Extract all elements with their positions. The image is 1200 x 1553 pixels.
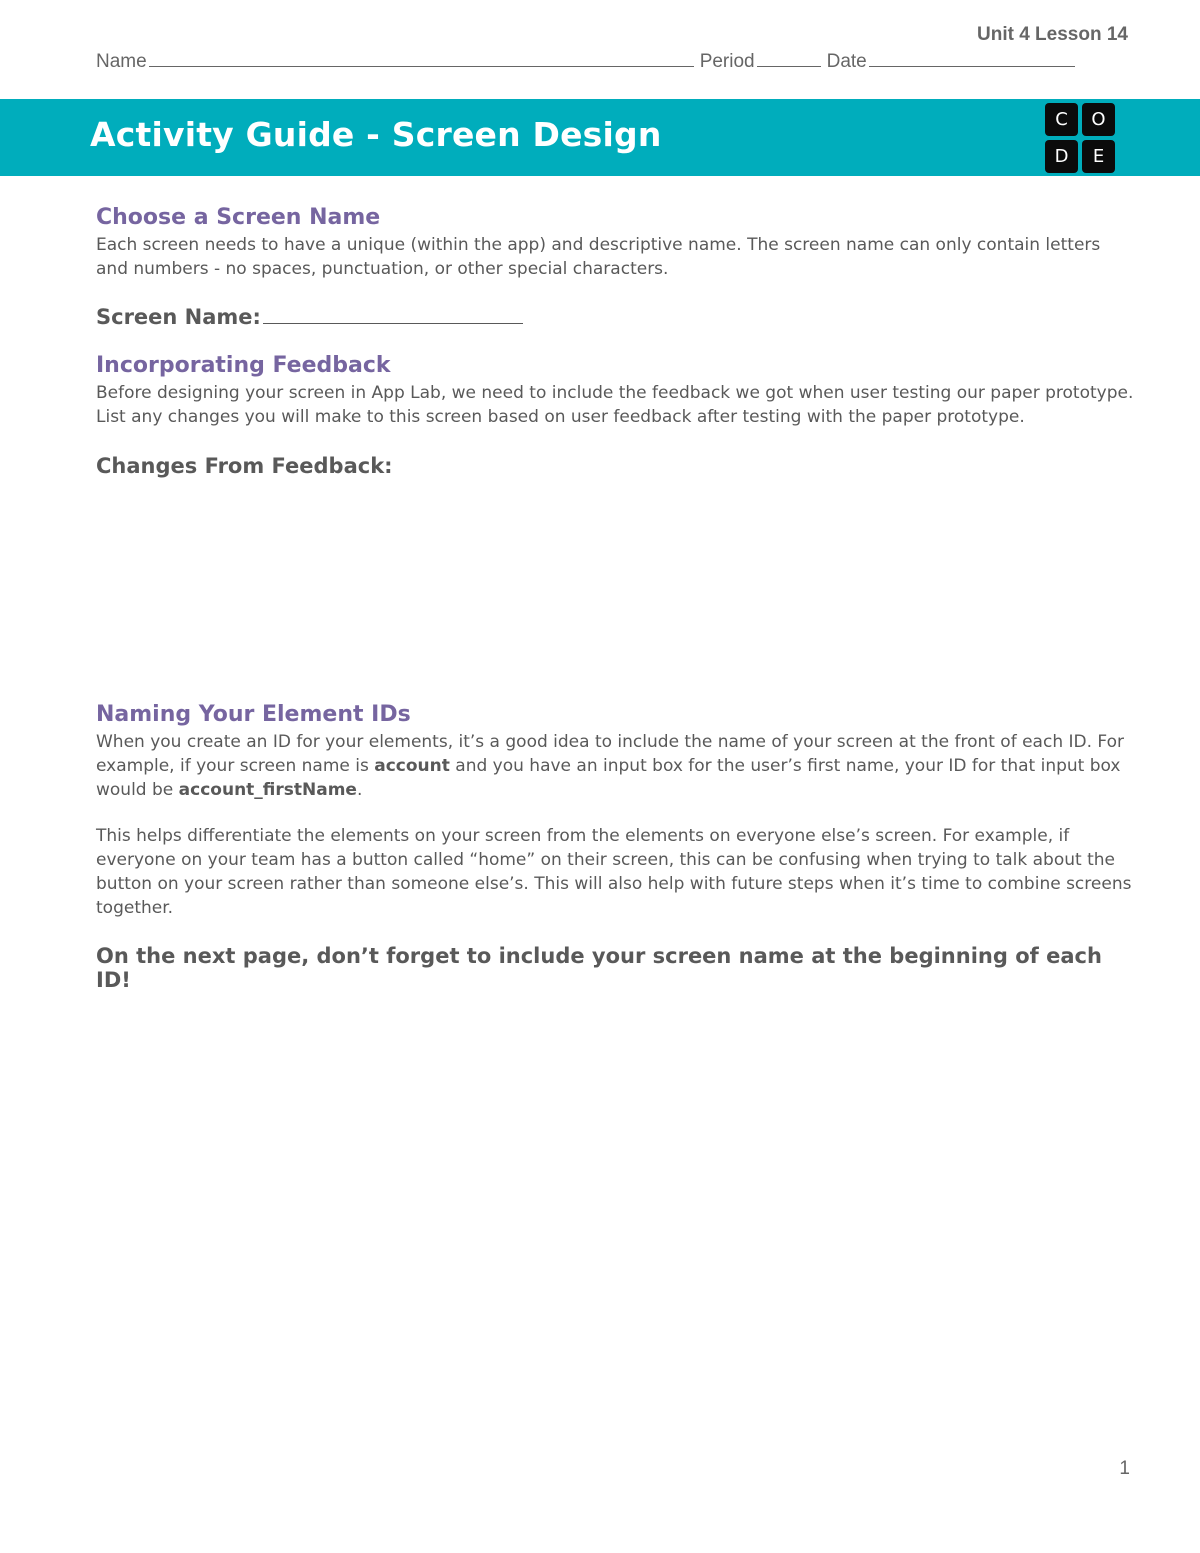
next-page-reminder: On the next page, don’t forget to include your screen name at the beginning of each ID! [96,944,1102,992]
choose-screen-name-text: Each screen needs to have a unique (within the app) and descriptive name. The screen name can only contain letters and numbers - no spaces, punctuation, or other special characters. [96,235,1101,279]
choose-screen-name-heading: Choose a Screen Name [96,205,381,230]
changes-from-feedback-label: Changes From Feedback: [96,454,393,478]
ids-text-part1: When you create an ID for your elements, it’s a good idea to include the name of your screen at the front of each ID. For example, if your screen name is [96,732,1124,776]
incorporating-feedback-text: Before designing your screen in App Lab, we need to include the feedback we got when user testing our paper prototype. List any changes you will make to this screen based on user feedback after testing with the paper prototype. [96,383,1134,427]
code-logo-icon [1045,103,1117,175]
logo-letter-d: D [1045,140,1078,173]
logo-letter-e: E [1082,140,1115,173]
incorporating-feedback-heading: Incorporating Feedback [96,353,391,378]
screen-name-blank[interactable] [263,305,523,324]
screen-name-field [96,305,1136,329]
example-element-id: account_firstName [178,780,357,800]
logo-letter-o: O [1082,103,1115,136]
period-blank[interactable] [757,48,821,67]
example-screen-name: account [374,756,450,776]
unit-lesson-label: Unit 4 Lesson 14 [977,24,1128,45]
date-blank[interactable] [869,48,1075,67]
ids-text-part2: and you have an input box for the user’s first name, your ID for that input box would be [96,756,1121,800]
ids-text-part3: . [356,780,363,800]
student-info-fields [96,48,1096,73]
page-number: 1 [1119,1458,1130,1479]
date-label: Date [826,51,867,72]
title-banner [0,99,1200,176]
screen-name-label: Screen Name: [96,305,261,329]
naming-element-ids-heading: Naming Your Element IDs [96,702,411,727]
document-body [96,203,1136,992]
naming-element-ids-text [96,730,1136,802]
name-label: Name [96,51,147,72]
logo-letter-c: C [1045,103,1078,136]
period-label: Period [699,51,755,72]
page-title: Activity Guide - Screen Design [90,115,662,154]
changes-from-feedback-area[interactable] [96,478,1136,700]
differentiate-elements-text: This helps differentiate the elements on your screen from the elements on everyone else’s screen. For example, if everyone on your team has a button called “home” on their screen, this can be confusing when trying to talk about the button on your screen rather than someone else’s. This will also help with future steps when it’s time to combine screens together. [96,826,1132,918]
name-blank[interactable] [149,48,694,67]
